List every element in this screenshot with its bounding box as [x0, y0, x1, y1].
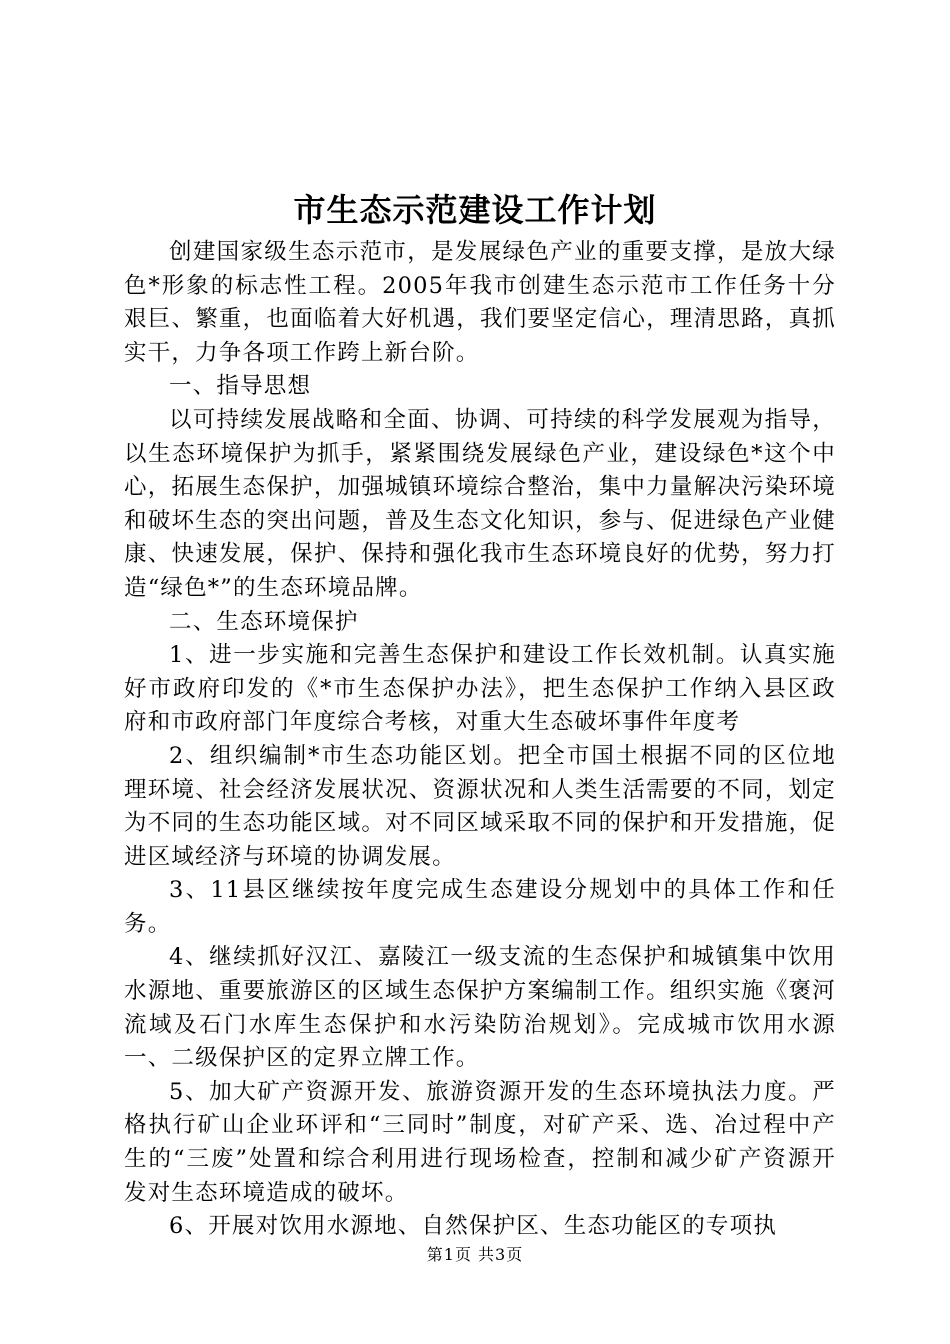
paragraph-item-1: 1、进一步实施和完善生态保护和建设工作长效机制。认真实施好市政府印发的《*市生态保护办法》，把生态保护工作纳入县区政府和市政府部门年度综合考核，对重大生态破坏事件年度考 — [124, 642, 836, 736]
paragraph-item-5: 5、加大矿产资源开发、旅游资源开发的生态环境执法力度。严格执行矿山企业环评和“三同时”制度，对矿产采、选、冶过程中产生的“三废”处置和综合利用进行现场检查，控制和减少矿产资源开发对生态环境造成的破坏。 — [124, 1078, 836, 1206]
paragraph-item-2: 2、组织编制*市生态功能区划。把全市国土根据不同的区位地理环境、社会经济发展状况、资源状况和人类生活需要的不同，划定为不同的生态功能区域。对不同区域采取不同的保护和开发措施，促进区域经济与环境的协调发展。 — [124, 742, 836, 870]
document-body — [124, 236, 836, 1244]
paragraph-intro: 创建国家级生态示范市，是发展绿色产业的重要支撑，是放大绿色*形象的标志性工程。2005年我市创建生态示范市工作任务十分艰巨、繁重，也面临着大好机遇，我们要坚定信心，理清思路，真抓实干，力争各项工作跨上新台阶。 — [124, 239, 836, 366]
paragraph-item-6: 6、开展对饮用水源地、自然保护区、生态功能区的专项执 — [169, 1213, 778, 1240]
document-title: 市生态示范建设工作计划 — [293, 191, 657, 229]
paragraph-guiding-ideology: 以可持续发展战略和全面、协调、可持续的科学发展观为指导，以生态环境保护为抓手，紧紧围绕发展绿色产业，建设绿色*这个中心，拓展生态保护，加强城镇环境综合整治，集中力量解决污染环境和破坏生态的突出问题，普及生态文化知识，参与、促进绿色产业健康、快速发展，保护、保持和强化我市生态环境良好的优势，努力打造“绿色*”的生态环境品牌。 — [124, 406, 836, 601]
section-heading-eco-protection: 二、生态环境保护 — [169, 608, 359, 635]
paragraph-item-4: 4、继续抓好汉江、嘉陵江一级支流的生态保护和城镇集中饮用水源地、重要旅游区的区域生态保护方案编制工作。组织实施《褒河流域及石门水库生态保护和水污染防治规划》。完成城市饮用水源一、二级保护区的定界立牌工作。 — [124, 944, 836, 1072]
paragraph-item-3: 3、11县区继续按年度完成生态建设分规划中的具体工作和任务。 — [124, 877, 836, 937]
page-footer: 第1页 共3页 — [426, 1245, 524, 1264]
section-heading-guiding-ideology: 一、指导思想 — [169, 373, 312, 400]
